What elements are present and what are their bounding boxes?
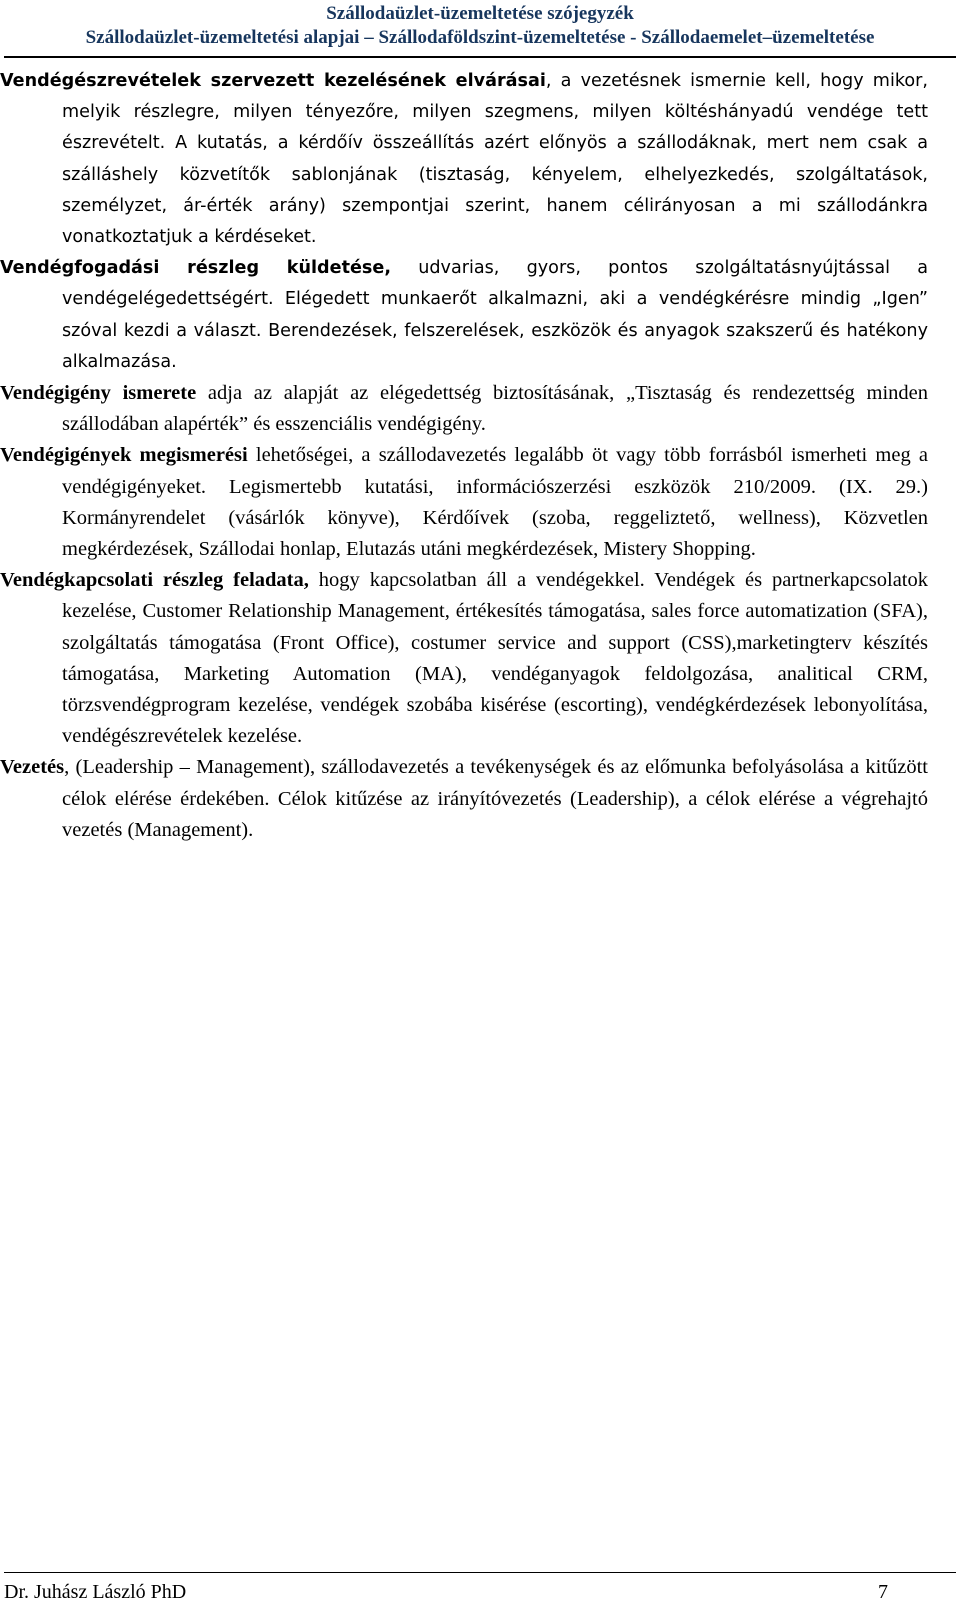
glossary-term: Vendégigény ismerete [0,382,197,405]
glossary-entry [0,752,928,846]
glossary-body [0,66,928,846]
glossary-entry [0,253,928,378]
glossary-definition: lehetőségei, a szállodavezetés legalább öt vagy több forrásból ismerheti meg a vendégigényeket. Legismertebb kutatási, információszerzési eszközök 210/2009. (IX. 29.) Kormányrendelet (vásárlók könyve), Kérdőívek (szoba, reggeliztető, wellness), Közvetlen megkérdezések, Szállodai honlap, Elutazás utáni megkérdezések, Mistery Shopping. [62,444,928,561]
document-title: Szállodaüzlet-üzemeltetése szójegyzék [326,3,634,24]
document-subtitle: Szállodaüzlet-üzemeltetési alapjai – Szállodaföldszint-üzemeltetése - Szállodaemelet–üzemeltetése [85,27,875,48]
header-divider [4,56,956,58]
glossary-term: Vendégészrevételek szervezett kezelésének elvárásai [0,71,546,91]
page-footer [4,1578,888,1606]
glossary-definition: hogy kapcsolatban áll a vendégekkel. Vendégek és partnerkapcsolatok kezelése, Customer Relationship Management, értékesítés támogatása, sales force automatization (SFA), szolgáltatás támogatása (Front Office), costumer service and support (CSS),marketingterv készítés támogatása, Marketing Automation (MA), vendéganyagok feldolgozása, analitical CRM, törzsvendégprogram kezelése, vendégek szobába kisérése (escorting), vendégkérdezések lebonyolítása, vendégészrevételek kezelése. [62,569,928,748]
glossary-entry [0,378,928,440]
footer-divider [4,1572,956,1573]
glossary-term: Vendégfogadási részleg küldetése, [0,258,391,279]
glossary-term: Vendégigények megismerési [0,444,248,467]
glossary-term: Vezetés [0,756,65,779]
page-number: 7 [878,1581,888,1603]
page-header [0,0,960,50]
glossary-definition: udvarias, gyors, pontos szolgáltatásnyújtással a vendégelégedettségért. Elégedett munkaerőt alkalmazni, aki a vendégkérésre mindig „Igen” szóval kezdi a választ. Berendezések, felszerelések, eszközök és anyagok szakszerű és hatékony alkalmazása. [62,258,928,372]
glossary-term: Vendégkapcsolati részleg feladata, [0,569,309,592]
glossary-entry [0,66,928,253]
glossary-definition: , (Leadership – Management), szállodavezetés a tevékenységek és az előmunka befolyásolása a kitűzött célok elérése érdekében. Célok kitűzése az irányítóvezetés (Leadership), a célok elérése a végrehajtó vezetés (Management). [62,756,928,841]
glossary-definition: , a vezetésnek ismernie kell, hogy mikor, melyik részlegre, milyen tényezőre, milyen szegmens, milyen költéshányadú vendége tett észrevételt. A kutatás, a kérdőív összeállítás azért előnyös a szállodáknak, mert nem csak a szálláshely közvetítők sablonjának (tisztaság, kényelem, elhelyezkedés, szolgáltatások, személyzet, ár-érték arány) szempontjai szerint, hanem célirányosan a mi szállodánkra vonatkoztatjuk a kérdéseket. [62,71,928,248]
glossary-entry [0,565,928,752]
footer-author: Dr. Juhász László PhD [4,1581,187,1603]
glossary-definition: adja az alapját az elégedettség biztosításának, „Tisztaság és rendezettség minden szállodában alapérték” és esszenciális vendégigény. [62,382,928,436]
glossary-entry [0,440,928,565]
